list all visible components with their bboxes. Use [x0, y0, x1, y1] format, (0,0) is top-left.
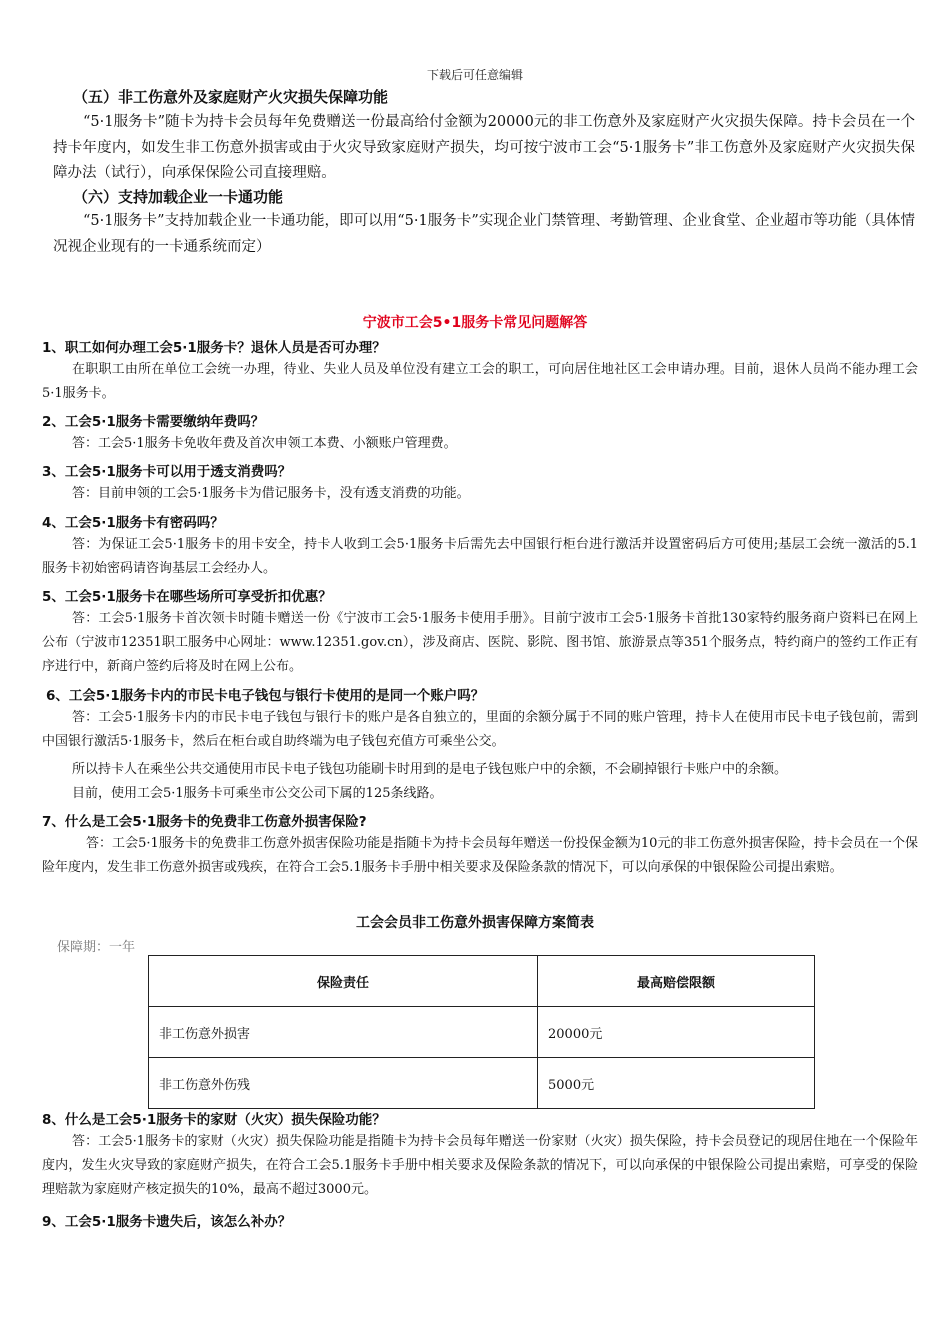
- faq-answer-2: 答：工会5·1服务卡免收年费及首次申领工本费、小额账户管理费。: [72, 436, 457, 451]
- faq-question-7: 7、什么是工会5·1服务卡的免费非工伤意外损害保险?: [42, 814, 367, 830]
- faq-question-8: 8、什么是工会5·1服务卡的家财（火灾）损失保险功能？: [42, 1112, 386, 1128]
- table-cell: 20000元: [538, 1007, 815, 1058]
- section-five-body: “5·1服务卡”随卡为持卡会员每年免费赠送一份最高给付金额为20000元的非工伤意外及家庭财产火灾损失保障。持卡会员在一个持卡年度内，如发生非工伤意外损害或由于火灾导致家庭财产损失，均可按宁波市工会“5·1服务卡”非工伤意外及家庭财产火灾损失保障办法（试行），向承保保险公司直接理赔。: [53, 114, 915, 181]
- faq-answer-8: 答：工会5·1服务卡的家财（火灾）损失保险功能是指随卡为持卡会员每年赠送一份家财（火灾）损失保险，持卡会员登记的现居住地在一个保险年度内，发生火灾导致的家庭财产损失，在符合工会5.1服务卡手册中相关要求及保险条款的情况下，可以向承保的中银保险公司提出索赔，可享受的保险理赔款为家庭财产核定损失的10%，最高不超过3000元。: [42, 1134, 918, 1197]
- faq-answer-1: 在职职工由所在单位工会统一办理，待业、失业人员及单位没有建立工会的职工，可向居住地社区工会申请办理。目前，退休人员尚不能办理工会5·1服务卡。: [42, 362, 918, 401]
- table-title: 工会会员非工伤意外损害保障方案简表: [356, 915, 594, 931]
- faq-question-6: 6、工会5·1服务卡内的市民卡电子钱包与银行卡使用的是同一个账户吗？: [46, 688, 485, 704]
- faq-answer-7: 答：工会5·1服务卡的免费非工伤意外损害保险功能是指随卡为持卡会员每年赠送一份投保金额为10元的非工伤意外损害保险，持卡会员在一个保险年度内，发生非工伤意外损害或残疾，在符合工会5.1服务卡手册中相关要求及保险条款的情况下，可以向承保的中银保险公司提出索赔。: [42, 836, 918, 875]
- faq-answer-4: 答：为保证工会5·1服务卡的用卡安全，持卡人收到工会5·1服务卡后需先去中国银行柜台进行激活并设置密码后方可使用;基层工会统一激活的5.1服务卡初始密码请咨询基层工会经办人。: [42, 537, 918, 576]
- section-six-heading: （六）支持加载企业一卡通功能: [73, 188, 284, 206]
- table-cell: 非工伤意外损害: [149, 1007, 538, 1058]
- faq-answer-6: 答：工会5·1服务卡内的市民卡电子钱包与银行卡的账户是各自独立的，里面的余额分属于不同的账户管理，持卡人在使用市民卡电子钱包前，需到中国银行激活5·1服务卡，然后在柜台或自助终端为电子钱包充值方可乘坐公交。: [42, 710, 918, 749]
- faq-question-5: 5、工会5·1服务卡在哪些场所可享受折扣优惠？: [42, 589, 332, 605]
- faq-question-3: 3、工会5·1服务卡可以用于透支消费吗？: [42, 464, 292, 480]
- faq-answer-3: 答：目前申领的工会5·1服务卡为借记服务卡，没有透支消费的功能。: [72, 486, 470, 501]
- faq-answer-5: 答：工会5·1服务卡首次领卡时随卡赠送一份《宁波市工会5·1服务卡使用手册》。目前宁波市工会5·1服务卡首批130家特约服务商户资料已在网上公布（宁波市12351职工服务中心网址：www.12351.gov.cn），涉及商店、医院、影院、图书馆、旅游景点等351个服务点，特约商户的签约工作正有序进行中，新商户签约后将及时在网上公布。: [42, 611, 918, 674]
- table-row: [149, 1058, 815, 1109]
- column-header: 最高赔偿限额: [538, 956, 815, 1007]
- table-cell: 非工伤意外伤残: [149, 1058, 538, 1109]
- section-five-heading: （五）非工伤意外及家庭财产火灾损失保障功能: [73, 88, 389, 106]
- page-header: 下载后可任意编辑: [426, 68, 523, 82]
- table-cell: 5000元: [538, 1058, 815, 1109]
- table-row: [149, 1007, 815, 1058]
- faq-question-4: 4、工会5·1服务卡有密码吗？: [42, 515, 224, 531]
- faq-title: 宁波市工会5•1服务卡常见问题解答: [362, 315, 588, 331]
- faq-question-1: 1、职工如何办理工会5·1服务卡？退休人员是否可办理？: [42, 340, 386, 356]
- faq-answer-6-para-2: 所以持卡人在乘坐公共交通使用市民卡电子钱包功能刷卡时用到的是电子钱包账户中的余额，不会刷掉银行卡账户中的余额。: [72, 762, 788, 777]
- faq-question-2: 2、工会5·1服务卡需要缴纳年费吗？: [42, 414, 265, 430]
- faq-answer-6-para-3: 目前，使用工会5·1服务卡可乘坐市公交公司下属的125条线路。: [72, 786, 443, 801]
- column-header: 保险责任: [149, 956, 538, 1007]
- coverage-period: 保障期：一年: [57, 940, 136, 955]
- coverage-table: [148, 955, 815, 1109]
- table-header-row: [149, 956, 815, 1007]
- section-six-body: “5·1服务卡”支持加载企业一卡通功能，即可以用“5·1服务卡”实现企业门禁管理、考勤管理、企业食堂、企业超市等功能（具体情况视企业现有的一卡通系统而定）: [53, 213, 915, 255]
- faq-question-9: 9、工会5·1服务卡遗失后，该怎么补办？: [42, 1214, 292, 1230]
